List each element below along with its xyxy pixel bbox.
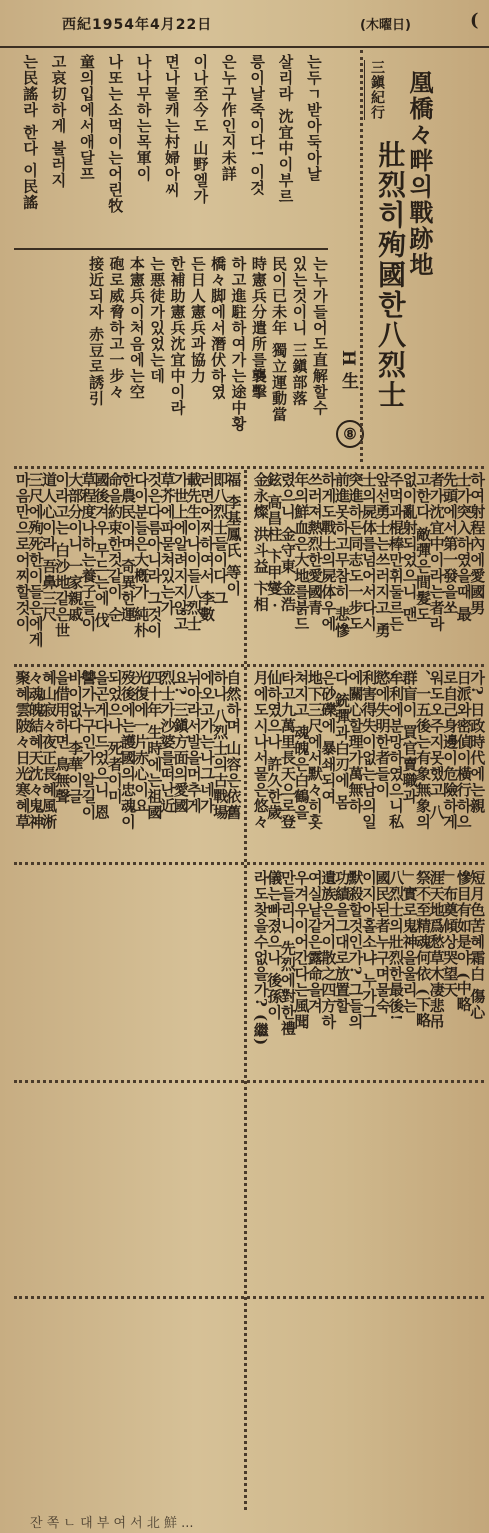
text-column: 이지아홀소냐 누가그 — [360, 870, 378, 1021]
text-column: 되었으나 死者이미 — [105, 670, 124, 805]
text-column: 한農民이며 奇異한運 — [119, 472, 137, 623]
text-column: 타고九萬里長天으로登 — [278, 670, 297, 830]
text-column: 이라고는 白沙地같은世 — [53, 472, 72, 639]
text-column: 가? 日政時代에는親 — [468, 670, 487, 815]
text-column: 고哀切하게 불러지 — [49, 54, 68, 189]
text-column: 주먹과棍棒만휘둘르든 — [387, 472, 406, 632]
page-footer: 잔 쪽 ㄴ 대 부 여 서 北 鮮 ... — [30, 1516, 194, 1531]
text-column: 나나무하는목軍이 — [134, 54, 153, 182]
text-column: 讐가누구인가 알길이 — [79, 670, 98, 821]
text-column: 하게도戰士의屍体우에 — [319, 472, 338, 632]
text-column: 涯天地爲愁草木凄悲吊 — [427, 870, 446, 1030]
text-column: 을곤게다드었으니 恩 — [92, 670, 111, 821]
text-column: 々魂魄結혜天沈々鬼神 — [26, 670, 45, 830]
dotted-divider-vertical — [360, 50, 363, 462]
divider — [14, 248, 328, 250]
text-column: 牟利에분망하였으니私 — [387, 670, 406, 830]
text-column: 民이已未年 獨立運動當 — [270, 256, 289, 423]
text-column: 앞선勇士는쓰러지고 勇 — [373, 472, 392, 639]
text-column: 即八烈士들이다 그 — [211, 472, 230, 607]
page-header — [0, 0, 489, 48]
text-column: 士가突入하였을때 最 — [454, 472, 473, 623]
dotted-divider — [14, 664, 484, 667]
text-block-lower-right — [251, 670, 487, 856]
text-column: 릉이날죽이다! 이것 — [248, 54, 267, 196]
text-column: 은누구作인지未詳 — [219, 54, 238, 182]
text-column: 렸으니 金守東 金浩 — [278, 472, 297, 613]
text-column: 命을約束한것같이 순 — [105, 472, 124, 623]
issue-date: 西紀1954年4月22日 — [62, 17, 213, 33]
text-column: 默殺할것인가? 그들의 — [346, 870, 365, 1031]
text-column: 하나 八烈士의古戰場 — [211, 670, 230, 821]
text-column: 마음만으로어찌할것이 — [13, 472, 32, 632]
text-column: 烈士가沙婆를떠난近 — [158, 670, 177, 814]
text-column: 前進못하고무참히 悲慘 — [332, 472, 351, 639]
text-column: 는民謠라 한다 이民謠 — [21, 54, 40, 211]
text-column: 여실낱같은露命을겨 — [305, 870, 324, 1014]
text-column: 利害得失이없는남의일 — [360, 670, 378, 830]
text-column: 遺族은거이散之四方하 — [319, 870, 338, 1030]
text-column: 年의鮮血은大地를붉드 — [292, 472, 311, 632]
text-column: 國民된者누구며물숙 — [373, 870, 392, 1014]
text-column: 하고進駐하여가는途中황 — [229, 256, 248, 432]
text-column: 鉉 高昌柱 卞甲燮 · — [265, 472, 284, 609]
text-column: 本憲兵이처음에는空 — [127, 256, 146, 400]
text-column: 地下三尺에서默々히홋 — [305, 670, 324, 830]
text-column: 워도오주지못했고 八 — [427, 670, 446, 821]
series-label: 三鎭紀行 — [364, 60, 387, 120]
text-column: 는悪徒가있었는데 — [148, 256, 167, 384]
text-column: 든日人憲兵과協力 — [188, 256, 207, 384]
text-column: 있는것이니 三鎭部落 — [290, 256, 309, 407]
text-block-middle-right — [251, 472, 487, 658]
text-column: 」布奠傾상哭望天 — [441, 870, 460, 998]
text-column: 는두ㄱ받아둑아날 — [304, 54, 323, 182]
part-number: ⑧ — [336, 420, 364, 448]
text-column: 慾에失明한者들이 — [373, 670, 392, 798]
text-column: 功績을그대로放置할 — [332, 870, 351, 1014]
text-block-middle-left — [13, 472, 243, 658]
text-column: 쳐지고 魂魄은白鶴을 — [292, 670, 311, 821]
headline-line-2: 壯烈히殉國한八烈士 — [374, 140, 407, 410]
text-column: 短月色苦혜霜白 傷心 — [468, 870, 487, 1021]
text-column: 草芥에파묻쳐있는가 — [158, 472, 177, 616]
text-column: 면나물캐는村婦아씨 — [163, 54, 181, 198]
text-column: 는누가들어도直解할수 — [310, 256, 329, 416]
text-column: 나또는소먹이는어린牧 — [106, 54, 125, 214]
text-column: 慘目有如是야 (中略 — [454, 870, 473, 1013]
dotted-divider — [14, 1296, 484, 1299]
text-column: 쓰러져熱烈한愛國青 — [305, 472, 324, 616]
text-column: 바이없다 李華이글 — [66, 670, 85, 805]
text-column: 金永燦 洪斗益 卞相 — [251, 472, 270, 613]
text-column: 다 銃彈과白刃에 몸 — [332, 670, 351, 811]
issue-day: (木曜日) — [360, 18, 411, 33]
text-column: 」實로鬼神을울리는 — [400, 870, 419, 1014]
text-column: 仙하였으나 許久한歲 — [265, 670, 284, 821]
text-column: 을借用하면 鳥無聲 — [53, 670, 72, 805]
text-column: 草程度나하는養子들이 — [79, 472, 98, 632]
text-block-bottom-right — [251, 870, 487, 1290]
text-column: 聚혜雲陂々日光寒혜草 — [13, 670, 32, 830]
text-column: 光復에一片赤心이요 — [132, 670, 151, 814]
text-column: 이나至今도 山野엘가 — [191, 54, 210, 205]
text-column: 道人心이라 吾鼻三尺 — [39, 472, 58, 623]
text-column: 群盲이 買官賣職과 — [400, 670, 419, 805]
text-column: 時憲兵分遣所를襲擊 — [249, 256, 268, 400]
text-column: 라도찾을수없을가? (繼) — [251, 870, 270, 1047]
text-column: 儀는빠졌으나 後孫이 — [265, 870, 284, 1021]
text-column: 에關心할理가萬無하 — [346, 670, 365, 814]
text-block-upper-left — [16, 54, 328, 244]
text-column: 요? 三鎭方面의愛國 — [171, 670, 190, 815]
text-column: 러면어찌하여서 李數 — [198, 472, 217, 623]
text-column: 살리라 沈宜中이부르 — [276, 54, 295, 205]
text-column: 月에도시나서물은悠々 — [251, 670, 270, 830]
text-column: 國後겨우 무드는에 伐 — [92, 472, 111, 629]
text-column: 接近되자 赤豆로誘引 — [87, 256, 106, 407]
text-column: 福 李基鳳氏 等이 — [224, 472, 243, 597]
text-column: 日派와密偵이橫行하으 — [454, 670, 473, 830]
text-block-bottom-left — [16, 870, 240, 1290]
text-column: 、一五後는有象無象의 — [414, 670, 433, 830]
dotted-divider — [14, 466, 484, 469]
text-column: 童의입에서애달프 — [77, 54, 96, 182]
text-column: 四十年 生時에는祖國 — [145, 670, 164, 821]
text-column: 우겨우이어간다는風聞 — [292, 870, 311, 1030]
text-column: 뉘아라서발을머추게 — [184, 670, 203, 814]
text-column: 歿後에는護國의忠魂이 — [119, 670, 137, 830]
text-column: 것은다름아니라 그것이 — [145, 472, 164, 639]
text-column: 다이분들은大槪가 純朴 — [132, 472, 151, 639]
text-column: 하여射程內에愛國男 — [468, 472, 487, 616]
text-column: 三尺에殉死한이들은에게 — [26, 472, 45, 648]
text-column: 八烈士의壯烈한最後! — [387, 870, 406, 1022]
text-column: 祭不至精魂何依 (下略 — [414, 870, 433, 1029]
headline-line-1: 凰橋々畔의戰跡地 — [405, 70, 434, 278]
dotted-divider-vertical — [244, 470, 247, 1510]
text-column: 先頭에서第一發을쏘 — [441, 472, 460, 616]
text-column: 혜山寂々夜正長혜風淅 — [39, 670, 58, 830]
byline: H 生 — [338, 350, 358, 389]
text-column: 가世上에알려지지않고 — [171, 472, 190, 632]
text-column: 만들리니 先烈에對한禮 — [278, 870, 297, 1037]
text-column: 한補助憲兵沈宜中이라 — [168, 256, 187, 416]
text-column: 은砂礫에 暴쇄되여 — [319, 670, 338, 805]
text-column: 突進하든同志도一步도 — [346, 472, 365, 632]
text-block-upper-right — [86, 256, 330, 460]
text-column: 大部分이니 一家親戚 — [66, 472, 85, 623]
text-column: 橋々脚에서潛伏하였 — [209, 256, 228, 400]
text-column: 에오고가는나그네가 — [198, 670, 217, 814]
text-column: 砲로威脅하고一步々 — [107, 256, 126, 400]
text-column: 載先生이나이들八烈士 — [184, 472, 203, 632]
text-block-lower-left — [13, 670, 243, 856]
dotted-divider — [14, 862, 484, 865]
text-column: 者가沈宜中이라는者라 — [427, 472, 446, 632]
text-column: 로自己身邊이危險하게 — [441, 670, 460, 830]
text-column: 自然하며 山容은依舊 — [224, 670, 243, 821]
header-mark: ( — [470, 10, 479, 31]
text-column: 없이亂射되었으니 맨 — [400, 472, 419, 623]
text-column: 士의屍体를넘어서다시 — [360, 472, 378, 632]
text-column: 고한다 敵彈은間髮도 — [414, 472, 433, 623]
